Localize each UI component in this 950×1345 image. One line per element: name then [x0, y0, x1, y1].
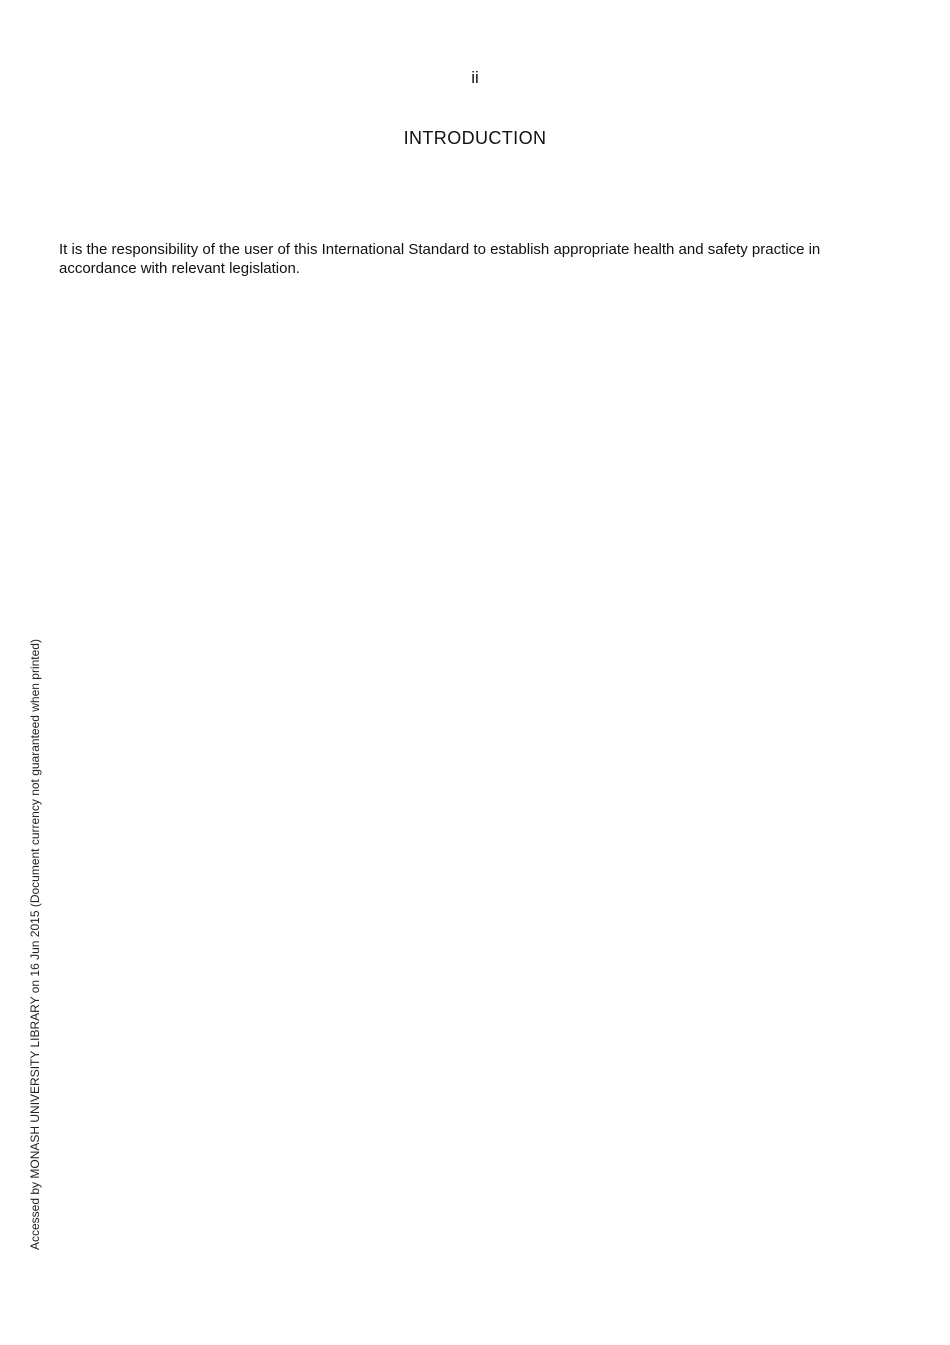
section-heading: INTRODUCTION [403, 128, 547, 148]
body-paragraph: It is the responsibility of the user of this International Standard to establish appropriate health and safety practice in accordance with relevant legislation. [59, 241, 821, 277]
access-notice: Accessed by MONASH UNIVERSITY LIBRARY on 16 Jun 2015 (Document currency not guaranteed when printed) [28, 639, 42, 1250]
page-number: ii [471, 68, 479, 87]
